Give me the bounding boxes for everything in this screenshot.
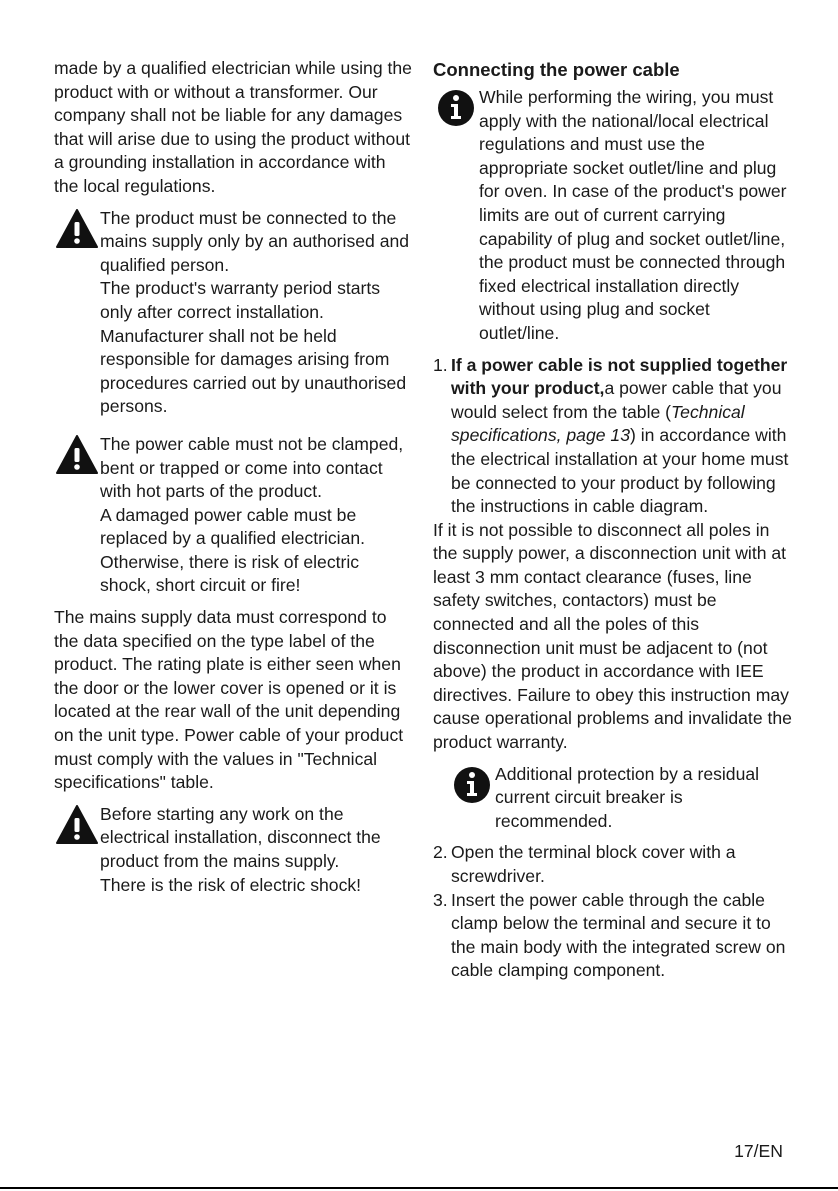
warning-text: Manufacturer shall not be held responsible for damages arising from procedures carried out by unauthorised persons. bbox=[100, 325, 407, 417]
section-heading: Connecting the power cable bbox=[433, 59, 680, 80]
step-2 bbox=[433, 841, 793, 888]
mains-supply-paragraph: The mains supply data must correspond to the data specified on the type label of the product. The rating plate is either seen when the door or the lower cover is opened or it is located at the rear wall of the unit depending on the unit type. Power cable of your product must comply with the values in "Technical specifications" table. bbox=[54, 607, 404, 793]
step-number: 2. bbox=[433, 842, 448, 863]
left-column bbox=[54, 57, 414, 905]
warning-text: The product's warranty period starts only after correct installation. bbox=[100, 278, 381, 322]
right-column bbox=[433, 57, 793, 983]
step-number: 3. bbox=[433, 889, 448, 910]
step-text: a power cable that you would select from the table ( bbox=[451, 378, 782, 422]
intro-paragraph: made by a qualified electrician while using the product with or without a transformer. Our company shall not be liable for any damages that will arise due to using the product without a grounding installation in accordance with the local regulations. bbox=[54, 58, 412, 196]
warning-note-power-cable bbox=[54, 433, 414, 598]
warning-text: The product must be connected to the mains supply only by an authorised and qualified person. bbox=[100, 207, 410, 275]
step-bold-text: If a power cable is not supplied together with your product, bbox=[451, 354, 788, 399]
step-3 bbox=[433, 889, 793, 983]
step-1 bbox=[433, 354, 793, 519]
step-text: ) in accordance with the electrical installation at your home must be connected to your product by following the instructions in cable diagram. bbox=[451, 425, 789, 517]
info-note-residual-breaker bbox=[449, 763, 793, 834]
warning-note-installation bbox=[54, 207, 414, 419]
info-icon bbox=[451, 765, 493, 805]
warning-text: There is the risk of electric shock! bbox=[100, 874, 362, 895]
info-note-wiring bbox=[433, 86, 793, 346]
spec-reference: Technical specifications, page 13 bbox=[451, 401, 745, 446]
warning-text: The power cable must not be clamped, bent or trapped or come into contact with hot parts of the product. bbox=[100, 433, 404, 502]
warning-icon bbox=[56, 209, 98, 249]
page-number: 17/EN bbox=[734, 1141, 783, 1161]
step-number: 1. bbox=[433, 354, 448, 375]
disconnect-paragraph: If it is not possible to disconnect all poles in the supply power, a disconnection unit with at least 3 mm contact clearance (fuses, line safety switches, contactors) must be connected and all the poles of this disconnection unit must be adjacent to (not above) the product in accordance with IEE directives. Failure to obey this instruction may cause operational problems and invalidate the product warranty. bbox=[433, 519, 792, 753]
warning-text: A damaged power cable must be replaced by a qualified electrician. Otherwise, there is risk of electric shock, short circuit or fire! bbox=[100, 504, 366, 596]
bottom-rule bbox=[0, 1187, 838, 1189]
warning-icon bbox=[56, 805, 98, 845]
warning-note-electrical-work bbox=[54, 803, 414, 897]
step-text: Insert the power cable through the cable clamp below the terminal and secure it to the main body with the integrated screw on cable clamping component. bbox=[451, 889, 786, 981]
info-text: Additional protection by a residual current circuit breaker is recommended. bbox=[495, 763, 760, 831]
warning-icon bbox=[56, 435, 98, 475]
info-text: While performing the wiring, you must apply with the national/local electrical regulations and must use the appropriate socket outlet/line and plug for oven. In case of the product's power limits are out of current carrying capability of plug and socket outlet/line, the product must be connected through fixed electrical installation directly without using plug and socket outlet/line. bbox=[479, 87, 787, 343]
step-text: Open the terminal block cover with a screwdriver. bbox=[451, 842, 736, 886]
info-icon bbox=[435, 88, 477, 128]
warning-text: Before starting any work on the electrical installation, disconnect the product from the mains supply. bbox=[100, 803, 381, 871]
